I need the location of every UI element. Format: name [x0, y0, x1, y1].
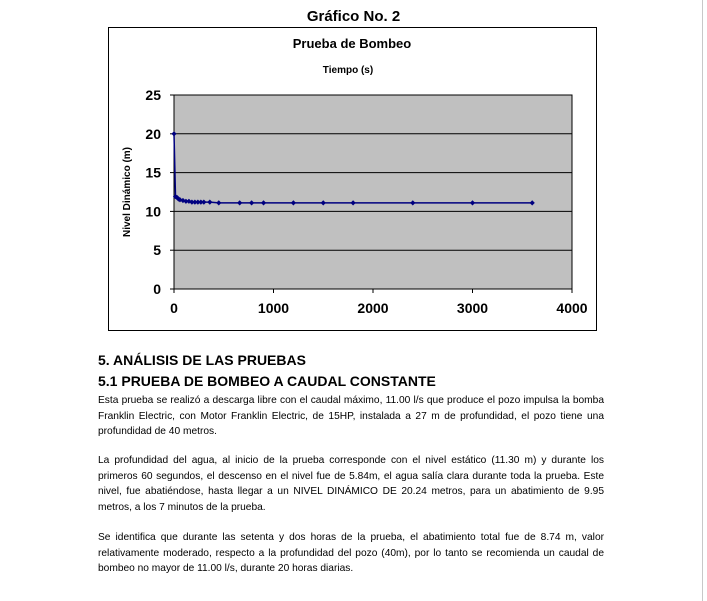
- y-tick-label: 20: [145, 125, 161, 142]
- y-tick-label: 15: [145, 164, 161, 181]
- section-heading-analysis: 5. ANÁLISIS DE LAS PRUEBAS: [98, 352, 306, 368]
- x-tick-label: 1000: [257, 300, 290, 316]
- chart-title: Prueba de Bombeo: [292, 36, 412, 51]
- paragraph-recommendation: Se identifica que durante las setenta y dos horas de la prueba, el abatimiento total fue de 8.74 m, valor relativamente moderado, respecto a la profundidad del pozo (40m), por lo tanto se recomienda un caudal de bombeo no mayor de 11.00 l/s, durante 20 horas diarias.: [98, 532, 604, 574]
- chart-subtitle: Tiempo (s): [322, 65, 374, 76]
- x-tick-label: 3000: [456, 300, 489, 316]
- x-tick-label: 4000: [556, 300, 588, 316]
- x-tick-label: 2000: [357, 300, 389, 316]
- plot-area: [174, 95, 572, 289]
- y-axis-label: Nivel Dinámico (m): [122, 146, 133, 238]
- paragraph-test-description: Esta prueba se realizó a descarga libre con el caudal máximo, 11.00 l/s que produce el pozo impulsa la bomba Franklin Electric, con Motor Franklin Electric, de 15HP, instalada a 27 m de profundidad, el pozo tiene una profundidad de 40 metros.: [98, 395, 604, 437]
- x-tick-label: 0: [170, 300, 178, 316]
- chart-frame: [108, 27, 597, 331]
- y-tick-label: 25: [145, 87, 161, 103]
- paragraph-water-level: La profundidad del agua, al inicio de la prueba corresponde con el nivel estático (11.30 m) y durante los primeros 60 segundos, el descenso en el nivel fue de 5.84m, el agua salía clara durante toda la prueba. Este nivel, fue abatiéndose, hasta llegar a un NIVEL DINÁMICO DE 20.24 metros, para un abatimiento de 9.95 metros, a los 7 minutos de la prueba.: [98, 455, 604, 513]
- pumping-test-chart: [109, 28, 596, 330]
- section-heading-pumping-test: 5.1 PRUEBA DE BOMBEO A CAUDAL CONSTANTE: [98, 373, 436, 389]
- y-tick-label: 10: [145, 203, 161, 220]
- page-edge-line: [702, 0, 703, 601]
- y-tick-label: 5: [153, 242, 161, 259]
- y-tick-label: 0: [153, 281, 161, 297]
- figure-label: Gráfico No. 2: [306, 8, 401, 25]
